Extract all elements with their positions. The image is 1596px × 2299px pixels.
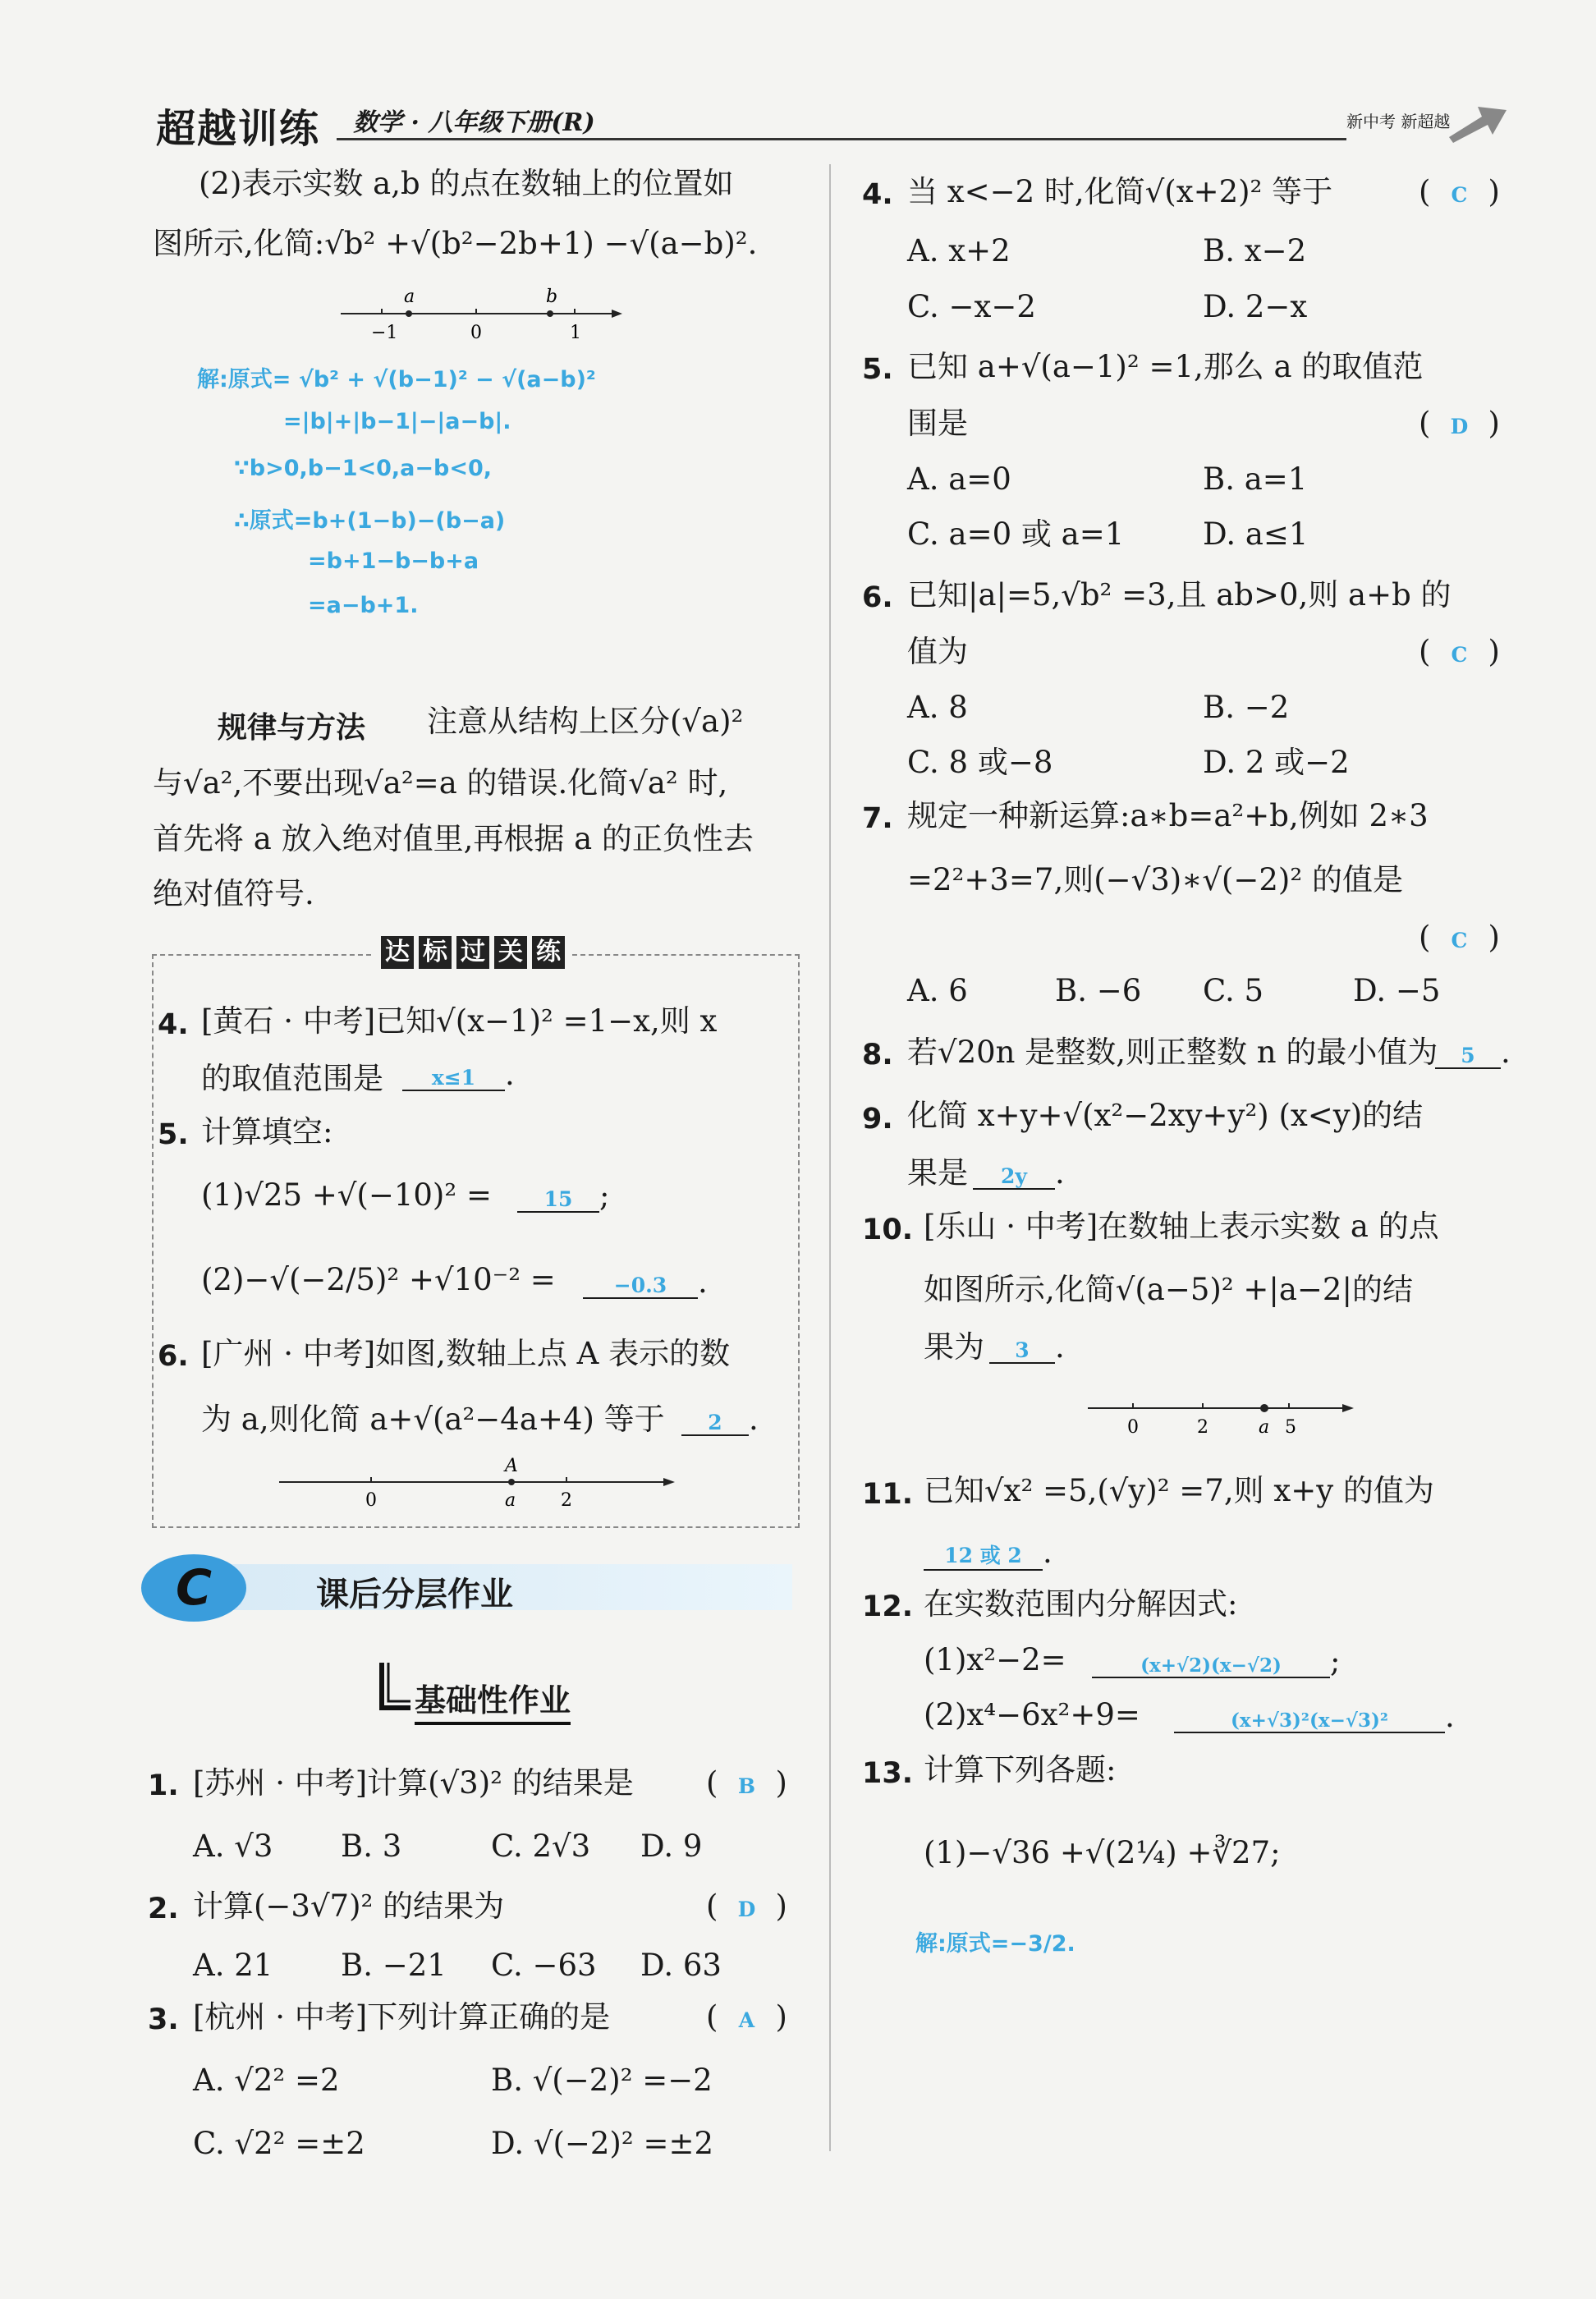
h2-option-d: D. 63 (640, 1948, 722, 1983)
r5-line1: 已知 a+√(a−1)² =1,那么 a 的取值范 (907, 349, 1424, 384)
axis-tick-neg1: −1 (371, 323, 398, 343)
column-divider (829, 164, 831, 2151)
r8-answer-blank: 5 . (1435, 1037, 1511, 1069)
r12-sub2: (2)x⁴−6x²+9= (924, 1697, 1140, 1732)
r9-line1: 化简 x+y+√(x²−2xy+y²) (x<y)的结 (907, 1098, 1424, 1133)
q2-solution-line6: =a−b+1. (308, 593, 419, 618)
r10-line3: 果为 (924, 1329, 984, 1365)
h3-option-d: D. √(−2)² =±2 (491, 2126, 713, 2161)
h3-option-a: A. √2² =2 (193, 2063, 340, 2098)
p5-line1: 计算填空: (201, 1114, 333, 1150)
h1-option-a: A. √3 (193, 1829, 273, 1864)
r5-option-b: B. a=1 (1203, 461, 1308, 497)
p5-ans2-blank: −0.3 . (583, 1267, 708, 1299)
practice-tag-5: 练 (532, 936, 565, 969)
r7-paren: ( C ) (1419, 920, 1500, 955)
q2-solution-line3: ∵b>0,b−1<0,a−b<0, (234, 456, 493, 481)
r10-answer-blank: 3 . (989, 1332, 1065, 1364)
header-right-text: 新中考 新超越 (1346, 112, 1451, 131)
method-line4: 绝对值符号. (153, 876, 314, 911)
p6-number-line (271, 1453, 681, 1519)
q2-number-line (328, 279, 624, 353)
r6-answer: C (1451, 643, 1468, 667)
h1-paren: ( B ) (706, 1765, 787, 1801)
h2-paren: ( D ) (706, 1888, 787, 1924)
method-line1: 注意从结构上区分(√a)² (427, 704, 744, 739)
r7-option-b: B. −6 (1055, 973, 1142, 1008)
r7-option-d: D. −5 (1353, 973, 1441, 1008)
axis-label-b: b (546, 287, 558, 307)
section-letter-badge: C (141, 1554, 246, 1622)
r4-stem: 当 x<−2 时,化简√(x+2)² 等于 (907, 174, 1333, 209)
r4-answer: C (1451, 183, 1468, 207)
practice-tag-1: 达 (381, 936, 414, 969)
r10-answer: 3 (989, 1338, 1055, 1364)
h1-option-c: C. 2√3 (491, 1829, 591, 1864)
h1-option-d: D. 9 (640, 1829, 703, 1864)
r5-option-c: C. a=0 或 a=1 (907, 516, 1125, 552)
r5-answer: D (1450, 415, 1469, 438)
r4-option-c: C. −x−2 (907, 289, 1036, 324)
r8-number: 8. (862, 1039, 893, 1071)
r13-sub1: (1)−√36 +√(2¼) +∛27; (924, 1835, 1281, 1870)
axis-label-A: A (505, 1456, 518, 1476)
header-rule (337, 138, 1346, 140)
p4-answer: x≤1 (402, 1066, 505, 1091)
p5-answer-1: 15 (517, 1187, 599, 1213)
axis-tick-0: 0 (365, 1490, 377, 1511)
r6-number: 6. (862, 581, 893, 614)
h2-option-b: B. −21 (341, 1948, 447, 1983)
axis-label-a: a (1259, 1417, 1270, 1438)
p4-line2: 的取值范围是 (201, 1061, 383, 1096)
r6-option-b: B. −2 (1203, 690, 1290, 725)
axis-label-a: a (404, 287, 415, 307)
r5-line2: 围是 (907, 406, 968, 441)
p4-answer-blank: x≤1 . (402, 1059, 515, 1091)
h1-option-b: B. 3 (341, 1829, 402, 1864)
h2-answer: D (737, 1897, 756, 1921)
r9-number: 9. (862, 1103, 893, 1136)
r10-number: 10. (862, 1214, 914, 1246)
p5-sub1: (1)√25 +√(−10)² = (201, 1177, 492, 1213)
r12-stem: 在实数范围内分解因式: (924, 1586, 1238, 1622)
r6-paren: ( C ) (1419, 634, 1500, 669)
axis-tick-2: 2 (561, 1490, 572, 1511)
r6-line1: 已知|a|=5,√b² =3,且 ab>0,则 a+b 的 (907, 577, 1452, 613)
practice-box (152, 954, 800, 1528)
r11-answer: 12 或 2 (924, 1540, 1043, 1571)
h1-answer: B (737, 1774, 755, 1798)
practice-tag-row (374, 936, 572, 969)
r13-solution: 解:原式=−3/2. (915, 1931, 1075, 1957)
r9-answer-blank: 2y . (973, 1158, 1065, 1190)
p4-line1: [黄石 · 中考]已知√(x−1)² =1−x,则 x (201, 1003, 718, 1039)
r12-answer-1: (x+√2)(x−√2) (1092, 1654, 1330, 1678)
h2-stem: 计算(−3√7)² 的结果为 (193, 1888, 505, 1924)
q2-line2: 图所示,化简:√b² +√(b²−2b+1) −√(a−b)². (153, 226, 758, 261)
h3-paren: ( A ) (706, 1999, 787, 2035)
p5-answer-2: −0.3 (583, 1273, 698, 1299)
section-title: 课后分层作业 (316, 1576, 513, 1613)
h2-option-c: C. −63 (491, 1948, 597, 1983)
axis-tick-0: 0 (1127, 1417, 1139, 1438)
h2-option-a: A. 21 (193, 1948, 273, 1983)
r9-line2: 果是 (907, 1155, 968, 1191)
h1-stem: [苏州 · 中考]计算(√3)² 的结果是 (193, 1765, 634, 1801)
r5-option-a: A. a=0 (907, 461, 1011, 497)
r12-ans1-blank: (x+√2)(x−√2) ; (1092, 1646, 1340, 1678)
p5-sub2: (2)−√(−2/5)² +√10⁻² = (201, 1262, 556, 1297)
r4-option-d: D. 2−x (1203, 289, 1308, 324)
practice-tag-2: 标 (419, 936, 452, 969)
q2-solution-line4: ∴原式=b+(1−b)−(b−a) (234, 508, 506, 534)
q2-solution-line5: =b+1−b−b+a (308, 548, 479, 574)
p6-line2: 为 a,则化简 a+√(a²−4a+4) 等于 (201, 1402, 665, 1437)
r9-answer: 2y (973, 1164, 1055, 1190)
r13-number: 13. (862, 1757, 914, 1790)
r8-stem: 若√20n 是整数,则正整数 n 的最小值为 (907, 1035, 1438, 1070)
h3-option-c: C. √2² =±2 (193, 2126, 365, 2161)
r7-line2: =2²+3=7,则(−√3)∗√(−2)² 的值是 (907, 862, 1403, 897)
h2-number: 2. (148, 1893, 179, 1925)
r7-line1: 规定一种新运算:a∗b=a²+b,例如 2∗3 (907, 798, 1429, 833)
p4-number: 4. (158, 1008, 189, 1041)
q2-solution-line1: 解:原式= √b² + √(b−1)² − √(a−b)² (197, 367, 596, 392)
p5-ans1-blank: 15 ; (517, 1181, 609, 1213)
arrow-icon (1445, 92, 1511, 149)
r6-option-a: A. 8 (907, 690, 968, 725)
p6-answer: 2 (681, 1411, 749, 1436)
r11-answer-blank: 12 或 2 . (924, 1537, 1053, 1571)
r5-paren: ( D ) (1419, 406, 1500, 441)
r12-answer-2: (x+√3)²(x−√3)² (1174, 1709, 1445, 1733)
r5-number: 5. (862, 353, 893, 386)
r10-number-line (1080, 1388, 1359, 1445)
method-title: 规律与方法 (218, 711, 366, 745)
p6-answer-blank: 2 . (681, 1404, 759, 1436)
h3-number: 3. (148, 2003, 179, 2036)
q2-solution-line2: =|b|+|b−1|−|a−b|. (283, 409, 511, 434)
r12-ans2-blank: (x+√3)²(x−√3)² . (1174, 1701, 1455, 1733)
book-subtitle: 数学 · 八年级下册(R) (353, 108, 595, 137)
r4-option-b: B. x−2 (1203, 233, 1307, 268)
q2-line1: (2)表示实数 a,b 的点在数轴上的位置如 (199, 166, 734, 201)
p6-number: 6. (158, 1340, 189, 1373)
h1-number: 1. (148, 1769, 179, 1802)
brand-title: 超越训练 (156, 106, 321, 152)
practice-tag-3: 过 (456, 936, 489, 969)
axis-tick-2: 2 (1197, 1417, 1208, 1438)
r7-number: 7. (862, 802, 893, 835)
r11-stem: 已知√x² =5,(√y)² =7,则 x+y 的值为 (924, 1473, 1434, 1508)
practice-tag-4: 关 (494, 936, 527, 969)
method-line2: 与√a²,不要出现√a²=a 的错误.化简√a² 时, (153, 765, 728, 801)
r10-line2: 如图所示,化简√(a−5)² +|a−2|的结 (924, 1272, 1413, 1307)
p6-line1: [广州 · 中考]如图,数轴上点 A 表示的数 (201, 1336, 731, 1371)
r10-line1: [乐山 · 中考]在数轴上表示实数 a 的点 (924, 1209, 1439, 1244)
axis-label-a: a (505, 1490, 516, 1511)
bracket-icon (374, 1659, 415, 1716)
h3-answer: A (738, 2008, 755, 2032)
r5-option-d: D. a≤1 (1203, 516, 1309, 552)
r6-line2: 值为 (907, 634, 968, 669)
r8-answer: 5 (1435, 1044, 1501, 1069)
r7-answer: C (1451, 929, 1468, 952)
r6-option-d: D. 2 或−2 (1203, 745, 1350, 780)
r4-paren: ( C ) (1419, 174, 1500, 209)
r7-option-c: C. 5 (1203, 973, 1264, 1008)
subhead: 基础性作业 (415, 1675, 571, 1725)
r4-number: 4. (862, 178, 893, 211)
p5-number: 5. (158, 1118, 189, 1151)
r4-option-a: A. x+2 (907, 233, 1011, 268)
axis-tick-1: 1 (570, 323, 581, 343)
axis-tick-5: 5 (1285, 1417, 1296, 1438)
r13-stem: 计算下列各题: (924, 1752, 1117, 1787)
r11-number: 11. (862, 1478, 914, 1511)
h3-stem: [杭州 · 中考]下列计算正确的是 (193, 1999, 611, 2035)
r7-option-a: A. 6 (907, 973, 968, 1008)
h3-option-b: B. √(−2)² =−2 (491, 2063, 713, 2098)
method-line3: 首先将 a 放入绝对值里,再根据 a 的正负性去 (153, 821, 754, 856)
axis-tick-0: 0 (470, 323, 482, 343)
r6-option-c: C. 8 或−8 (907, 745, 1053, 780)
r12-number: 12. (862, 1590, 914, 1623)
r12-sub1: (1)x²−2= (924, 1642, 1066, 1677)
